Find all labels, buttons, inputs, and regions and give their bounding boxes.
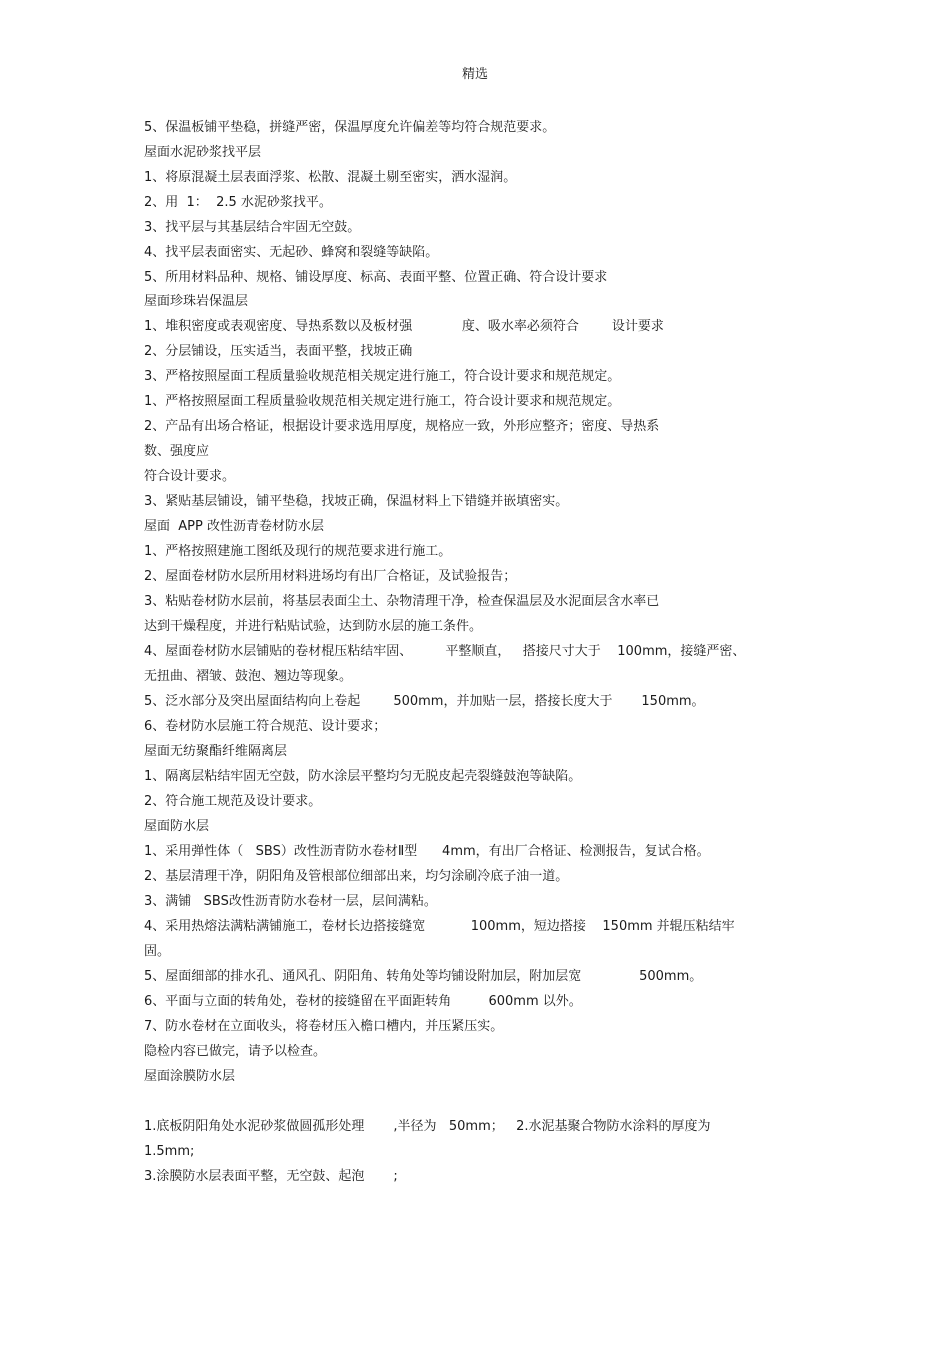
text-line: 3.涂膜防水层表面平整，无空鼓、起泡 ;: [144, 1169, 398, 1184]
text-line: 7、防水卷材在立面收头，将卷材压入檐口槽内，并压紧压实。: [144, 1019, 504, 1034]
text-line: 5、屋面细部的排水孔、通风孔、阴阳角、转角处等均铺设附加层，附加层宽 500mm。: [144, 969, 703, 984]
page-header: 精选: [461, 67, 488, 82]
section-heading: 屋面防水层: [144, 819, 210, 834]
text-line: 3、满铺 SBS改性沥青防水卷材一层，层间满粘。: [144, 894, 437, 909]
text-line: 2、屋面卷材防水层所用材料进场均有出厂合格证，及试验报告；: [144, 569, 517, 584]
text-line: 4、屋面卷材防水层铺贴的卷材棍压粘结牢固、 平整顺直， 搭接尺寸大于 100mm，接缝严密、: [144, 644, 746, 659]
text-line: 达到干燥程度，并进行粘贴试验，达到防水层的施工条件。: [144, 619, 483, 634]
text-line: 2、符合施工规范及设计要求。: [144, 794, 322, 809]
text-line: 2、产品有出场合格证，根据设计要求选用厚度，规格应一致，外形应整齐；密度、导热系: [144, 419, 660, 434]
text-line: 2、基层清理干净，阴阳角及管根部位细部出来，均匀涂刷冷底子油一道。: [144, 869, 569, 884]
text-line: 6、卷材防水层施工符合规范、设计要求；: [144, 719, 387, 734]
section-heading: 屋面涂膜防水层: [144, 1069, 236, 1084]
text-line: 5、保温板铺平垫稳，拼缝严密，保温厚度允许偏差等均符合规范要求。: [144, 120, 556, 135]
text-line: 1、堆积密度或表观密度、导热系数以及板材强 度、吸水率必须符合 设计要求: [144, 319, 664, 334]
text-line: 4、采用热熔法满粘满铺施工，卷材长边搭接缝宽 100mm，短边搭接 150mm 并辊压粘结牢: [144, 919, 735, 934]
text-line: 无扭曲、褶皱、鼓泡、翘边等现象。: [144, 669, 353, 684]
text-line: 1、严格按照屋面工程质量验收规范相关规定进行施工，符合设计要求和规范规定。: [144, 394, 621, 409]
text-line: 6、平面与立面的转角处，卷材的接缝留在平面距转角 600mm 以外。: [144, 994, 582, 1009]
text-line: 5、泛水部分及突出屋面结构向上卷起 500mm，并加贴一层，搭接长度大于 150mm。: [144, 694, 705, 709]
text-line: 1、隔离层粘结牢固无空鼓，防水涂层平整均匀无脱皮起壳裂缝鼓泡等缺陷。: [144, 769, 582, 784]
section-heading: 屋面珍珠岩保温层: [144, 294, 249, 309]
text-line: 5、所用材料品种、规格、铺设厚度、标高、表面平整、位置正确、符合设计要求: [144, 270, 608, 285]
section-heading: 屋面 APP 改性沥青卷材防水层: [144, 519, 324, 534]
text-line: 3、找平层与其基层结合牢固无空鼓。: [144, 220, 361, 235]
text-line: 数、强度应: [144, 444, 210, 459]
text-line: 2、分层铺设，压实适当，表面平整，找坡正确: [144, 344, 413, 359]
section-heading: 屋面水泥砂浆找平层: [144, 145, 262, 160]
section-heading: 屋面无纺聚酯纤维隔离层: [144, 744, 288, 759]
text-line: 3、严格按照屋面工程质量验收规范相关规定进行施工，符合设计要求和规范规定。: [144, 369, 621, 384]
text-line: 符合设计要求。: [144, 469, 236, 484]
text-line: 1.5mm;: [144, 1144, 195, 1159]
text-line: 1、采用弹性体（ SBS）改性沥青防水卷材Ⅱ型 4mm，有出厂合格证、检测报告，复试合格。: [144, 844, 710, 859]
text-line: 1、严格按照建施工图纸及现行的规范要求进行施工。: [144, 544, 452, 559]
text-line: 2、用 1： 2.5 水泥砂浆找平。: [144, 195, 332, 210]
text-line: 3、粘贴卷材防水层前，将基层表面尘土、杂物清理干净，检查保温层及水泥面层含水率已: [144, 594, 660, 609]
text-line: 固。: [144, 944, 171, 959]
text-line: 隐检内容已做完，请予以检查。: [144, 1044, 327, 1059]
text-line: 3、紧贴基层铺设，铺平垫稳，找坡正确，保温材料上下错缝并嵌填密实。: [144, 494, 569, 509]
text-line: 1.底板阴阳角处水泥砂浆做圆孤形处理 ,半径为 50mm； 2.水泥基聚合物防水涂料的厚度为: [144, 1119, 711, 1134]
text-line: 4、找平层表面密实、无起砂、蜂窝和裂缝等缺陷。: [144, 245, 439, 260]
text-line: 1、将原混凝土层表面浮浆、松散、混凝土剔至密实，洒水湿润。: [144, 170, 517, 185]
